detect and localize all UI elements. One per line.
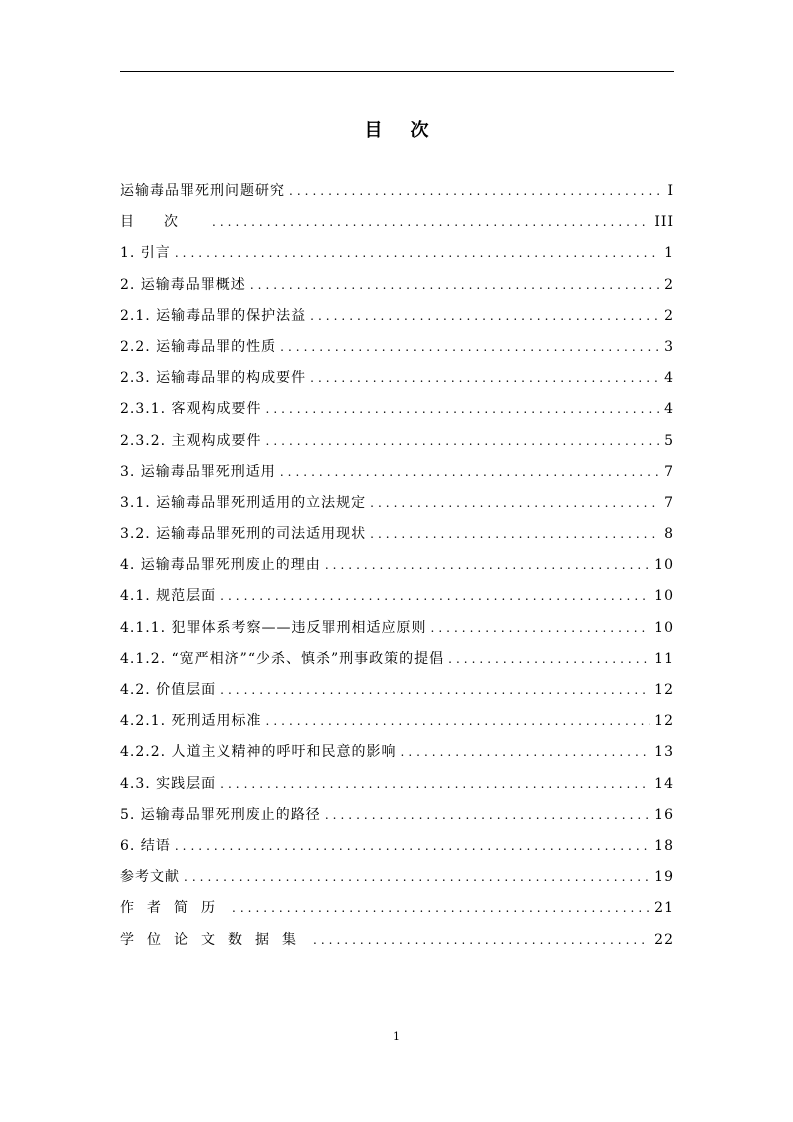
toc-entry-page: 4 xyxy=(664,401,674,418)
dot-leader xyxy=(220,589,650,603)
dot-leader xyxy=(212,215,650,229)
toc-entry-page: 18 xyxy=(654,837,674,854)
dot-leader xyxy=(370,527,660,541)
toc-entry[interactable] xyxy=(120,617,674,648)
dot-leader xyxy=(401,745,651,759)
toc-entry-text: 5. 运输毒品罪死刑废止的路径 xyxy=(120,806,321,823)
toc-title: 目次 xyxy=(364,120,457,141)
dot-leader xyxy=(175,839,650,853)
toc-entry[interactable] xyxy=(120,523,674,554)
toc-entry-page: 10 xyxy=(654,619,674,636)
dot-leader xyxy=(266,714,651,728)
dot-leader xyxy=(266,402,660,416)
table-of-contents xyxy=(120,180,674,960)
dot-leader xyxy=(431,621,651,635)
toc-entry-page: 7 xyxy=(664,494,674,511)
dot-leader xyxy=(325,808,650,822)
toc-entry-text: 3. 运输毒品罪死刑适用 xyxy=(120,463,276,480)
header-rule xyxy=(120,71,674,72)
toc-entry[interactable] xyxy=(120,710,674,741)
toc-entry-text: 2.3. 运输毒品罪的构成要件 xyxy=(120,370,307,387)
dot-leader xyxy=(220,777,650,791)
toc-entry[interactable] xyxy=(120,679,674,710)
dot-leader xyxy=(310,371,660,385)
toc-entry-text: 运输毒品罪死刑问题研究 xyxy=(120,183,285,199)
toc-entry-page: 21 xyxy=(654,900,674,917)
toc-entry-page: 2 xyxy=(664,276,674,293)
toc-entry[interactable] xyxy=(120,835,674,866)
toc-entry-page: I xyxy=(667,183,674,199)
toc-entry-page: 5 xyxy=(664,432,674,449)
toc-entry[interactable] xyxy=(120,211,674,242)
toc-entry-page: 7 xyxy=(664,463,674,480)
toc-entry-text: 2. 运输毒品罪概述 xyxy=(120,276,246,293)
toc-entry-text: 4. 运输毒品罪死刑废止的理由 xyxy=(120,557,321,574)
toc-entry[interactable] xyxy=(120,804,674,835)
toc-entry-text: 作者简历 xyxy=(120,900,228,917)
toc-entry[interactable] xyxy=(120,648,674,679)
dot-leader xyxy=(232,901,650,915)
toc-entry-page: 4 xyxy=(664,370,674,387)
toc-entry-page: 3 xyxy=(664,338,674,355)
dot-leader xyxy=(266,434,660,448)
toc-entry[interactable] xyxy=(120,305,674,336)
toc-entry[interactable] xyxy=(120,242,674,273)
toc-entry-text: 2.2. 运输毒品罪的性质 xyxy=(120,338,277,355)
toc-entry-page: III xyxy=(654,214,674,231)
toc-entry-page: 10 xyxy=(654,588,674,605)
toc-entry[interactable] xyxy=(120,741,674,772)
dot-leader xyxy=(175,246,660,260)
toc-entry-page: 19 xyxy=(654,869,674,886)
toc-entry[interactable] xyxy=(120,367,674,398)
toc-entry-text: 1. 引言 xyxy=(120,245,171,262)
toc-entry-text: 学位论文数据集 xyxy=(120,931,309,948)
toc-entry-text: 3.1. 运输毒品罪死刑适用的立法规定 xyxy=(120,494,367,511)
dot-leader xyxy=(250,278,660,292)
toc-entry-text: 2.3.2. 主观构成要件 xyxy=(120,432,262,449)
toc-entry-text: 3.2. 运输毒品罪死刑的司法适用现状 xyxy=(120,526,367,543)
toc-entry-page: 2 xyxy=(664,307,674,324)
toc-entry-text: 4.1.2. “宽严相济”“少杀、慎杀”刑事政策的提倡 xyxy=(120,650,445,667)
toc-entry-text: 2.3.1. 客观构成要件 xyxy=(120,401,262,418)
toc-entry-page: 11 xyxy=(654,650,674,667)
toc-entry[interactable] xyxy=(120,585,674,616)
toc-entry[interactable] xyxy=(120,554,674,585)
toc-entry-page: 13 xyxy=(654,744,674,761)
toc-entry-text: 6. 结语 xyxy=(120,837,171,854)
toc-entry-page: 22 xyxy=(654,931,674,948)
dot-leader xyxy=(370,496,660,510)
dot-leader xyxy=(448,652,650,666)
toc-entry[interactable] xyxy=(120,773,674,804)
toc-entry[interactable] xyxy=(120,897,674,928)
toc-entry-page: 12 xyxy=(654,713,674,730)
dot-leader xyxy=(280,340,660,354)
dot-leader xyxy=(280,465,660,479)
dot-leader xyxy=(184,870,650,884)
toc-entry-page: 14 xyxy=(654,775,674,792)
toc-entry[interactable] xyxy=(120,336,674,367)
toc-entry[interactable] xyxy=(120,866,674,897)
toc-entry[interactable] xyxy=(120,929,674,960)
toc-entry-page: 8 xyxy=(664,526,674,543)
dot-leader xyxy=(313,933,650,947)
toc-entry[interactable] xyxy=(120,492,674,523)
dot-leader xyxy=(310,309,660,323)
toc-entry-text: 4.2.1. 死刑适用标准 xyxy=(120,713,262,730)
toc-entry[interactable] xyxy=(120,398,674,429)
toc-entry[interactable] xyxy=(120,180,674,211)
page-number: 1 xyxy=(393,1030,400,1043)
toc-entry-text: 4.1.1. 犯罪体系考察——违反罪刑相适应原则 xyxy=(120,619,427,636)
dot-leader xyxy=(220,683,650,697)
toc-entry-page: 10 xyxy=(654,557,674,574)
toc-entry[interactable] xyxy=(120,274,674,305)
toc-entry-text: 4.1. 规范层面 xyxy=(120,588,217,605)
toc-entry-text: 4.2. 价值层面 xyxy=(120,682,217,698)
toc-entry-text: 参考文献 xyxy=(120,869,180,886)
toc-entry[interactable] xyxy=(120,430,674,461)
dot-leader xyxy=(289,184,660,198)
toc-entry-page: 12 xyxy=(654,682,674,698)
toc-entry-text: 目次 xyxy=(120,214,208,231)
dot-leader xyxy=(325,558,650,572)
toc-entry-page: 16 xyxy=(654,806,674,823)
toc-entry-text: 4.3. 实践层面 xyxy=(120,775,217,792)
toc-entry[interactable] xyxy=(120,461,674,492)
toc-entry-text: 2.1. 运输毒品罪的保护法益 xyxy=(120,307,307,324)
toc-entry-page: 1 xyxy=(664,245,674,262)
toc-entry-text: 4.2.2. 人道主义精神的呼吁和民意的影响 xyxy=(120,744,397,761)
